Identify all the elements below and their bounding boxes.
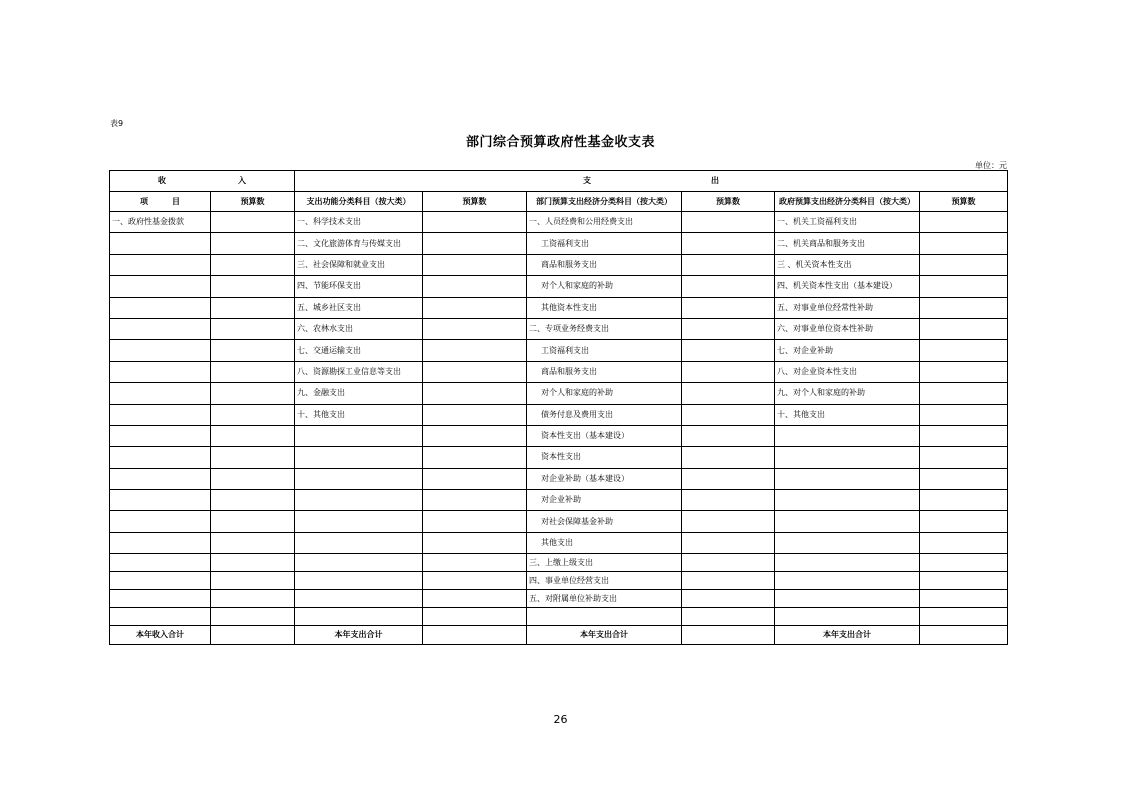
function-class-cell: 八、资源勘探工业信息等支出 bbox=[295, 361, 423, 382]
gov-budget-cell bbox=[920, 212, 1008, 233]
function-class-cell: 四、节能环保支出 bbox=[295, 276, 423, 297]
function-budget-cell bbox=[423, 383, 527, 404]
income-item-cell bbox=[110, 425, 211, 446]
table-row bbox=[110, 490, 1008, 511]
gov-budget-cell bbox=[920, 532, 1008, 553]
income-budget-cell bbox=[211, 532, 295, 553]
income-item-cell bbox=[110, 490, 211, 511]
income-item-cell bbox=[110, 276, 211, 297]
gov-budget-cell bbox=[920, 404, 1008, 425]
income-budget-cell bbox=[211, 511, 295, 532]
gov-econ-class-header: 政府预算支出经济分类科目（按大类） bbox=[775, 192, 920, 212]
dept-budget-cell bbox=[682, 276, 775, 297]
dept-budget-cell bbox=[682, 383, 775, 404]
dept-budget-cell bbox=[682, 447, 775, 468]
function-budget-cell bbox=[423, 447, 527, 468]
unit-label: 单位：元 bbox=[975, 161, 1007, 170]
table-row bbox=[110, 297, 1008, 318]
gov-econ-cell: 三 、机关资本性支出 bbox=[775, 254, 920, 275]
gov-budget-cell bbox=[920, 590, 1008, 608]
gov-econ-cell: 十、其他支出 bbox=[775, 404, 920, 425]
dept-econ-cell: 对企业补助（基本建设） bbox=[527, 468, 682, 489]
income-budget-cell bbox=[211, 212, 295, 233]
gov-econ-cell: 一、机关工资福利支出 bbox=[775, 212, 920, 233]
table-row bbox=[110, 447, 1008, 468]
function-class-cell bbox=[295, 554, 423, 572]
table-row bbox=[110, 276, 1008, 297]
income-item-cell bbox=[110, 297, 211, 318]
income-budget-cell bbox=[211, 318, 295, 339]
function-budget-cell bbox=[423, 511, 527, 532]
function-class-cell: 六、农林水支出 bbox=[295, 318, 423, 339]
function-class-cell bbox=[295, 590, 423, 608]
page-number: 26 bbox=[553, 713, 568, 726]
gov-budget-cell bbox=[920, 361, 1008, 382]
income-item-cell bbox=[110, 254, 211, 275]
function-class-cell: 五、城乡社区支出 bbox=[295, 297, 423, 318]
income-budget-cell bbox=[211, 297, 295, 318]
dept-econ-class-header: 部门预算支出经济分类科目（按大类） bbox=[527, 192, 682, 212]
dept-econ-cell: 二、专项业务经费支出 bbox=[527, 318, 682, 339]
function-budget-cell bbox=[423, 233, 527, 254]
income-budget-cell bbox=[211, 490, 295, 511]
income-budget-cell bbox=[211, 425, 295, 446]
function-class-cell: 三、社会保障和就业支出 bbox=[295, 254, 423, 275]
gov-econ-cell: 七、对企业补助 bbox=[775, 340, 920, 361]
dept-econ-cell: 五、对附属单位补助支出 bbox=[527, 590, 682, 608]
table-row bbox=[110, 468, 1008, 489]
gov-econ-cell: 九、对个人和家庭的补助 bbox=[775, 383, 920, 404]
function-budget-cell bbox=[423, 318, 527, 339]
income-item-cell bbox=[110, 361, 211, 382]
income-item-cell bbox=[110, 590, 211, 608]
dept-budget-cell bbox=[682, 212, 775, 233]
income-item-cell: 一、政府性基金拨款 bbox=[110, 212, 211, 233]
expenditure-total-value bbox=[682, 626, 775, 645]
table-row bbox=[110, 340, 1008, 361]
dept-budget-cell bbox=[682, 490, 775, 511]
dept-econ-cell: 资本性支出 bbox=[527, 447, 682, 468]
dept-budget-cell bbox=[682, 340, 775, 361]
dept-budget-cell bbox=[682, 318, 775, 339]
dept-budget-cell bbox=[682, 404, 775, 425]
table-row bbox=[110, 590, 1008, 608]
gov-econ-cell: 四、机关资本性支出（基本建设） bbox=[775, 276, 920, 297]
table-row bbox=[110, 233, 1008, 254]
expenditure-total-label: 本年支出合计 bbox=[527, 626, 682, 645]
budget-header: 预算数 bbox=[682, 192, 775, 212]
expenditure-total-value bbox=[920, 626, 1008, 645]
income-budget-cell bbox=[211, 383, 295, 404]
function-class-cell bbox=[295, 532, 423, 553]
budget-header: 预算数 bbox=[920, 192, 1008, 212]
header-row-2 bbox=[110, 192, 1008, 212]
dept-econ-cell: 债务付息及费用支出 bbox=[527, 404, 682, 425]
function-budget-cell bbox=[423, 361, 527, 382]
table-row bbox=[110, 572, 1008, 590]
dept-econ-cell: 四、事业单位经营支出 bbox=[527, 572, 682, 590]
table-number: 表9 bbox=[110, 119, 124, 128]
table-row bbox=[110, 254, 1008, 275]
gov-budget-cell bbox=[920, 608, 1008, 626]
income-budget-cell bbox=[211, 361, 295, 382]
gov-budget-cell bbox=[920, 490, 1008, 511]
dept-econ-cell: 资本性支出（基本建设） bbox=[527, 425, 682, 446]
gov-budget-cell bbox=[920, 233, 1008, 254]
income-budget-cell bbox=[211, 276, 295, 297]
income-budget-cell bbox=[211, 340, 295, 361]
gov-budget-cell bbox=[920, 447, 1008, 468]
function-class-cell: 二、文化旅游体育与传媒支出 bbox=[295, 233, 423, 254]
dept-budget-cell bbox=[682, 590, 775, 608]
gov-econ-cell: 八、对企业资本性支出 bbox=[775, 361, 920, 382]
gov-budget-cell bbox=[920, 340, 1008, 361]
expenditure-total-label: 本年支出合计 bbox=[295, 626, 423, 645]
function-budget-cell bbox=[423, 254, 527, 275]
dept-budget-cell bbox=[682, 233, 775, 254]
income-item-cell bbox=[110, 233, 211, 254]
function-budget-cell bbox=[423, 490, 527, 511]
function-class-cell bbox=[295, 468, 423, 489]
dept-econ-cell: 其他资本性支出 bbox=[527, 297, 682, 318]
gov-econ-cell bbox=[775, 590, 920, 608]
income-item-cell bbox=[110, 572, 211, 590]
dept-econ-cell: 工资福利支出 bbox=[527, 340, 682, 361]
function-class-cell bbox=[295, 572, 423, 590]
dept-econ-cell: 商品和服务支出 bbox=[527, 254, 682, 275]
income-item-cell bbox=[110, 340, 211, 361]
income-total-value bbox=[211, 626, 295, 645]
gov-budget-cell bbox=[920, 297, 1008, 318]
dept-budget-cell bbox=[682, 572, 775, 590]
function-class-cell bbox=[295, 425, 423, 446]
dept-budget-cell bbox=[682, 608, 775, 626]
dept-budget-cell bbox=[682, 532, 775, 553]
income-item-cell bbox=[110, 468, 211, 489]
income-budget-cell bbox=[211, 468, 295, 489]
function-budget-cell bbox=[423, 608, 527, 626]
income-item-cell bbox=[110, 318, 211, 339]
gov-econ-cell: 二、机关商品和服务支出 bbox=[775, 233, 920, 254]
dept-budget-cell bbox=[682, 511, 775, 532]
gov-econ-cell: 五、对事业单位经常性补助 bbox=[775, 297, 920, 318]
function-budget-cell bbox=[423, 425, 527, 446]
gov-budget-cell bbox=[920, 318, 1008, 339]
function-class-cell: 九、金融支出 bbox=[295, 383, 423, 404]
gov-econ-cell bbox=[775, 608, 920, 626]
gov-budget-cell bbox=[920, 572, 1008, 590]
gov-budget-cell bbox=[920, 254, 1008, 275]
table-row bbox=[110, 212, 1008, 233]
table-row bbox=[110, 404, 1008, 425]
gov-econ-cell bbox=[775, 468, 920, 489]
function-budget-cell bbox=[423, 404, 527, 425]
dept-budget-cell bbox=[682, 468, 775, 489]
income-budget-cell bbox=[211, 233, 295, 254]
table-row bbox=[110, 511, 1008, 532]
income-item-cell bbox=[110, 532, 211, 553]
function-class-cell bbox=[295, 447, 423, 468]
income-budget-cell bbox=[211, 404, 295, 425]
gov-budget-cell bbox=[920, 511, 1008, 532]
income-item-cell bbox=[110, 447, 211, 468]
expenditure-total-label: 本年支出合计 bbox=[775, 626, 920, 645]
income-budget-cell bbox=[211, 447, 295, 468]
totals-row bbox=[110, 626, 1008, 645]
function-class-cell: 七、交通运输支出 bbox=[295, 340, 423, 361]
table-row bbox=[110, 318, 1008, 339]
function-budget-cell bbox=[423, 340, 527, 361]
budget-header: 预算数 bbox=[211, 192, 295, 212]
function-class-cell bbox=[295, 511, 423, 532]
dept-econ-cell bbox=[527, 608, 682, 626]
function-class-cell: 一、科学技术支出 bbox=[295, 212, 423, 233]
dept-budget-cell bbox=[682, 254, 775, 275]
gov-econ-cell bbox=[775, 425, 920, 446]
gov-econ-cell bbox=[775, 447, 920, 468]
income-budget-cell bbox=[211, 254, 295, 275]
income-total-label: 本年收入合计 bbox=[110, 626, 211, 645]
dept-econ-cell: 一、人员经费和公用经费支出 bbox=[527, 212, 682, 233]
income-budget-cell bbox=[211, 590, 295, 608]
table-row bbox=[110, 554, 1008, 572]
gov-budget-cell bbox=[920, 554, 1008, 572]
dept-econ-cell: 对个人和家庭的补助 bbox=[527, 383, 682, 404]
dept-budget-cell bbox=[682, 554, 775, 572]
dept-econ-cell: 其他支出 bbox=[527, 532, 682, 553]
function-class-cell: 十、其他支出 bbox=[295, 404, 423, 425]
budget-header: 预算数 bbox=[423, 192, 527, 212]
gov-budget-cell bbox=[920, 468, 1008, 489]
table-row bbox=[110, 608, 1008, 626]
function-budget-cell bbox=[423, 212, 527, 233]
dept-budget-cell bbox=[682, 297, 775, 318]
income-item-cell bbox=[110, 608, 211, 626]
income-budget-cell bbox=[211, 572, 295, 590]
function-budget-cell bbox=[423, 590, 527, 608]
income-item-cell bbox=[110, 554, 211, 572]
gov-budget-cell bbox=[920, 383, 1008, 404]
income-header: 收 入 bbox=[110, 171, 295, 192]
function-budget-cell bbox=[423, 468, 527, 489]
dept-econ-cell: 对社会保障基金补助 bbox=[527, 511, 682, 532]
table-row bbox=[110, 383, 1008, 404]
function-budget-cell bbox=[423, 572, 527, 590]
gov-econ-cell bbox=[775, 572, 920, 590]
income-budget-cell bbox=[211, 554, 295, 572]
function-budget-cell bbox=[423, 554, 527, 572]
dept-econ-cell: 对企业补助 bbox=[527, 490, 682, 511]
function-budget-cell bbox=[423, 297, 527, 318]
income-item-cell bbox=[110, 511, 211, 532]
dept-budget-cell bbox=[682, 361, 775, 382]
gov-econ-cell bbox=[775, 554, 920, 572]
document-title: 部门综合预算政府性基金收支表 bbox=[465, 135, 655, 150]
gov-econ-cell bbox=[775, 490, 920, 511]
expenditure-total-value bbox=[423, 626, 527, 645]
table-row bbox=[110, 361, 1008, 382]
dept-econ-cell: 商品和服务支出 bbox=[527, 361, 682, 382]
dept-econ-cell: 工资福利支出 bbox=[527, 233, 682, 254]
function-class-cell bbox=[295, 608, 423, 626]
gov-econ-cell: 六、对事业单位资本性补助 bbox=[775, 318, 920, 339]
function-budget-cell bbox=[423, 532, 527, 553]
header-row-1 bbox=[110, 171, 1008, 192]
item-header: 项 目 bbox=[110, 192, 211, 212]
gov-econ-cell bbox=[775, 532, 920, 553]
table-row bbox=[110, 425, 1008, 446]
gov-budget-cell bbox=[920, 425, 1008, 446]
income-item-cell bbox=[110, 404, 211, 425]
gov-budget-cell bbox=[920, 276, 1008, 297]
income-budget-cell bbox=[211, 608, 295, 626]
function-budget-cell bbox=[423, 276, 527, 297]
table-row bbox=[110, 532, 1008, 553]
function-class-cell bbox=[295, 490, 423, 511]
dept-econ-cell: 对个人和家庭的补助 bbox=[527, 276, 682, 297]
dept-budget-cell bbox=[682, 425, 775, 446]
budget-table bbox=[109, 170, 1008, 645]
gov-econ-cell bbox=[775, 511, 920, 532]
dept-econ-cell: 三、上缴上级支出 bbox=[527, 554, 682, 572]
function-class-header: 支出功能分类科目（按大类） bbox=[295, 192, 423, 212]
income-item-cell bbox=[110, 383, 211, 404]
expenditure-header: 支 出 bbox=[295, 171, 1008, 192]
